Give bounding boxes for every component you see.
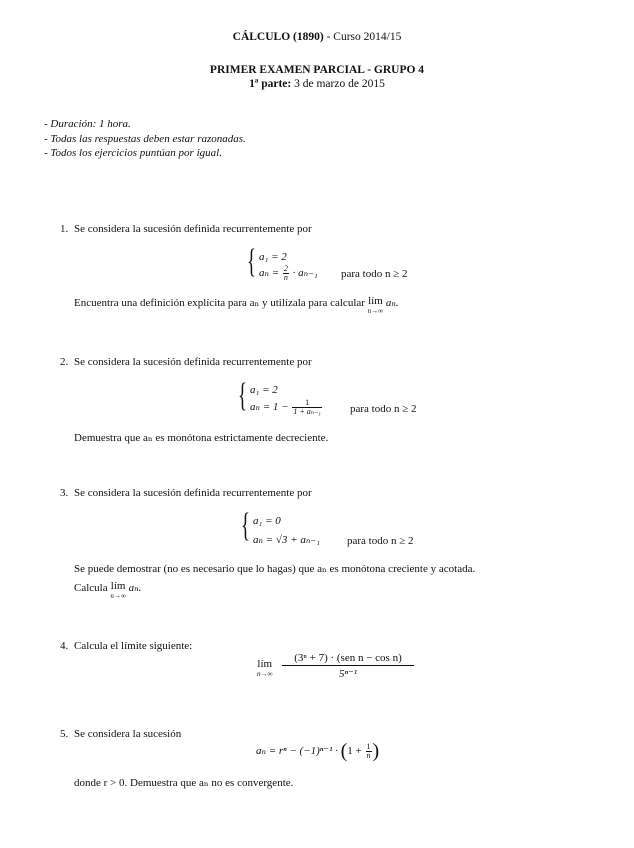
exercise-1-intro: Se considera la sucesión definida recurrentemente por xyxy=(74,223,312,235)
exercise-2-line1: a₁ = 2 xyxy=(250,384,278,396)
exercise-3-line1: a₁ = 0 xyxy=(253,515,281,527)
exercise-3-number: 3. xyxy=(60,487,69,499)
exercise-1-line1: a₁ = 2 xyxy=(259,251,287,263)
exercise-5-task: donde r > 0. Demuestra que aₙ no es convergente. xyxy=(74,777,294,789)
course-year: - Curso 2014/15 xyxy=(323,31,402,43)
exercise-4-number: 4. xyxy=(60,640,69,652)
exercise-1-condition: para todo n ≥ 2 xyxy=(341,268,408,280)
exercise-3-brace: { xyxy=(241,507,250,544)
exercise-4-fraction: (3ⁿ + 7) · (sen n − cos n) 5ⁿ⁻¹ xyxy=(282,652,414,680)
course-name: CÁLCULO (1890) xyxy=(232,31,324,43)
exercise-3-condition: para todo n ≥ 2 xyxy=(347,535,414,547)
exam-rules xyxy=(44,117,246,161)
exercise-4-intro: Calcula el límite siguiente: xyxy=(74,640,193,652)
exercise-3-task-limit: Calcula lím n→∞ aₙ. xyxy=(74,580,142,600)
exercise-2-number: 2. xyxy=(60,356,69,368)
rule-reasoning: - Todas las respuestas deben estar razonadas. xyxy=(44,132,246,145)
exercise-1-number: 1. xyxy=(60,223,69,235)
exercise-5-number: 5. xyxy=(60,728,69,740)
exercise-3-task: Se puede demostrar (no es necesario que lo hagas) que aₙ es monótona creciente y acotada. xyxy=(74,563,476,575)
rule-duration: - Duración: 1 hora. xyxy=(44,118,131,130)
exercise-1-task: Encuentra una definición explícita para aₙ y utilízala para calcular lím n→∞ aₙ. xyxy=(74,295,399,315)
exercise-5-formula: aₙ = rⁿ − (−1)ⁿ⁻¹ · (1 + $\frac{1}{n}$ ) xyxy=(256,740,380,762)
exam-part xyxy=(0,78,634,90)
rule-scoring: - Todos los ejercicios puntúan por igual. xyxy=(44,147,222,159)
exercise-1-line2: aₙ = $\frac{2}{n}$ · aₙ₋₁ xyxy=(259,264,318,282)
exercise-2-intro: Se considera la sucesión definida recurrentemente por xyxy=(74,356,312,368)
exercise-3-line2: aₙ = √3 + aₙ₋₁ xyxy=(253,534,320,546)
exercise-5-intro: Se considera la sucesión xyxy=(74,728,182,740)
exercise-4-limit: lím n→∞ xyxy=(257,658,273,678)
exercise-2-line2: aₙ = 1 − $\frac{1}{\text{1 + aₙ₋₁}}$ xyxy=(250,398,321,416)
exercise-1-brace: { xyxy=(247,243,256,280)
part-date: 3 de marzo de 2015 xyxy=(291,78,385,90)
exercise-2-brace: { xyxy=(238,377,247,414)
exercise-3-intro: Se considera la sucesión definida recurrentemente por xyxy=(74,487,312,499)
part-label: 1ª parte: xyxy=(249,78,292,90)
course-header xyxy=(0,31,634,43)
exercise-2-task: Demuestra que aₙ es monótona estrictamente decreciente. xyxy=(74,432,329,444)
exercise-2-condition: para todo n ≥ 2 xyxy=(350,403,417,415)
exam-title: PRIMER EXAMEN PARCIAL - GRUPO 4 xyxy=(209,64,425,76)
